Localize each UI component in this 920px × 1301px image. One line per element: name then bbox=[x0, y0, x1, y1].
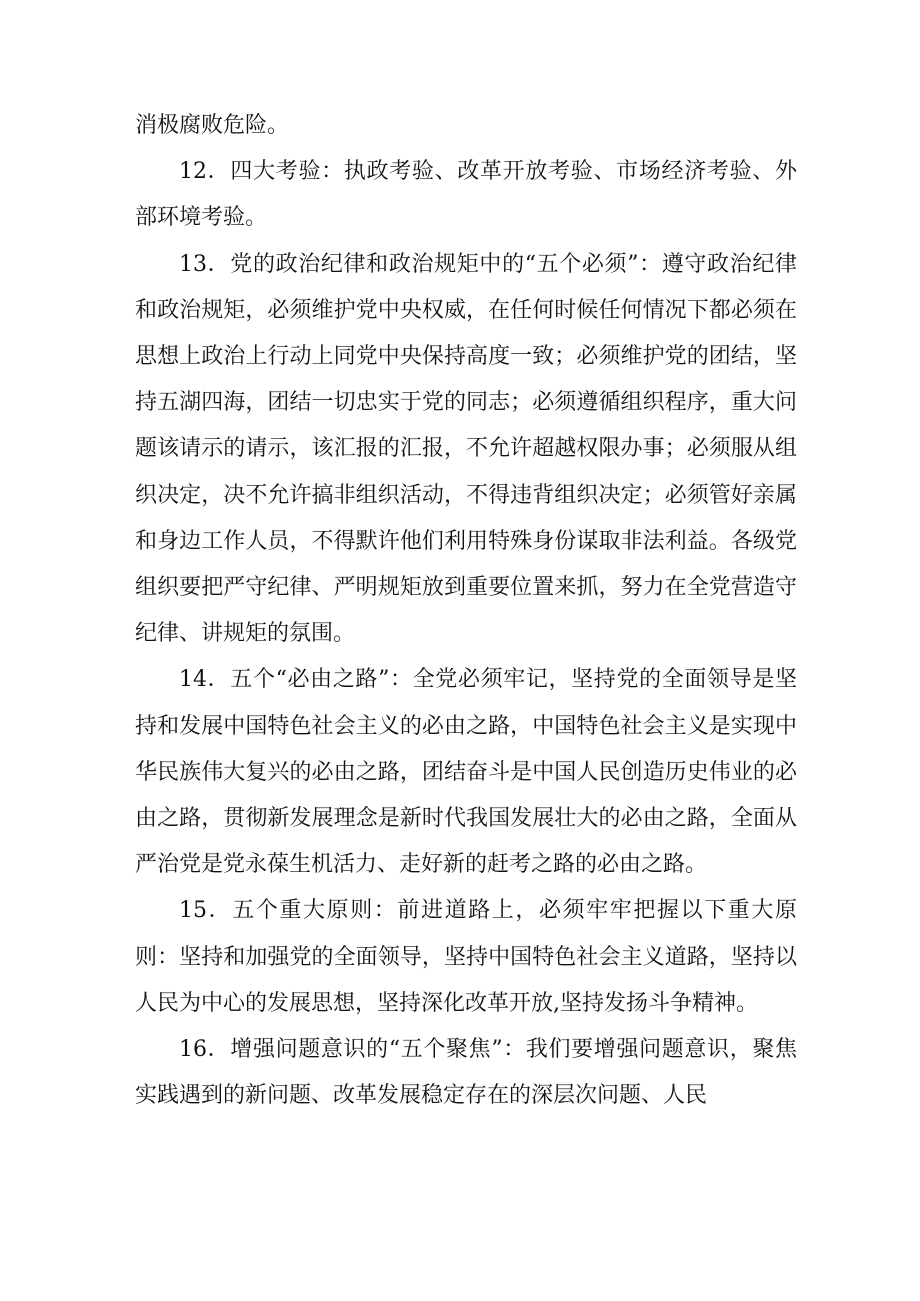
paragraph-item-15: 15．五个重大原则：前进道路上，必须牢牢把握以下重大原则：坚持和加强党的全面领导，坚持中国特色社会主义道路，坚持以人民为中心的发展思想，坚持深化改革开放,坚持发扬斗争精神。 bbox=[135, 898, 797, 1016]
paragraph-item-14: 14．五个“必由之路”：全党必须牢记，坚持党的全面领导是坚持和发展中国特色社会主义的必由之路，中国特色社会主义是实现中华民族伟大复兴的必由之路，团结奋斗是中国人民创造历史伟业的必由之路，贯彻新发展理念是新时代我国发展壮大的必由之路，全面从严治党是党永葆生机活力、走好新的赶考之路的必由之路。 bbox=[135, 667, 797, 878]
paragraph-item-13: 13．党的政治纪律和政治规矩中的“五个必须”：遵守政治纪律和政治规矩，必须维护党中央权威，在任何时候任何情况下都必须在思想上政治上行动上同党中央保持高度一致；必须维护党的团结，坚持五湖四海，团结一切忠实于党的同志；必须遵循组织程序，重大问题该请示的请示，该汇报的汇报，不允许超越权限办事；必须服从组织决定，决不允许搞非组织活动，不得违背组织决定；必须管好亲属和身边工作人员，不得默许他们利用特殊身份谋取非法利益。各级党组织要把严守纪律、严明规矩放到重要位置来抓，努力在全党营造守纪律、讲规矩的氛围。 bbox=[135, 251, 797, 647]
paragraph-continuation: 消极腐败危险。 bbox=[135, 113, 290, 138]
paragraph-item-16: 16．增强问题意识的“五个聚焦”：我们要增强问题意识，聚焦实践遇到的新问题、改革发展稳定存在的深层次问题、人民 bbox=[135, 1037, 797, 1109]
paragraph-item-12: 12．四大考验：执政考验、改革开放考验、市场经济考验、外部环境考验。 bbox=[135, 159, 797, 231]
document-page bbox=[135, 103, 797, 1119]
